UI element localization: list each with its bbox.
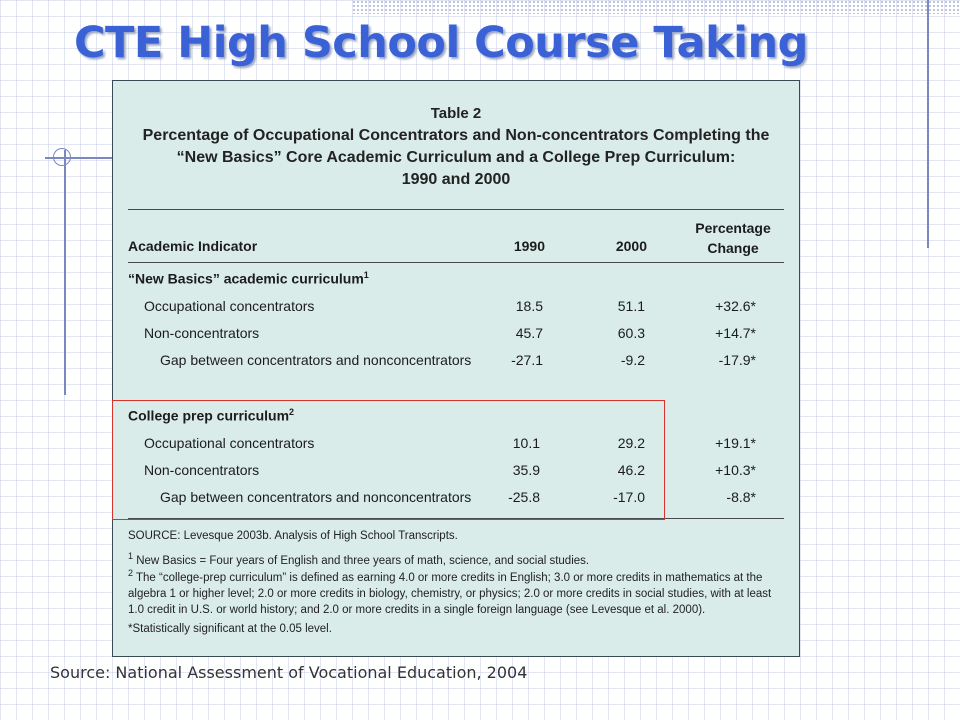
row-value-1990: -25.8 xyxy=(508,489,540,505)
section-title-text: “New Basics” academic curriculum xyxy=(128,270,364,287)
row-label: Gap between concentrators and nonconcentrators xyxy=(160,489,472,505)
significance-note: *Statistically significant at the 0.05 level. xyxy=(128,623,332,635)
row-value-1990: 45.7 xyxy=(515,325,543,341)
slide-source-footer: Source: National Assessment of Vocational Education, 2004 xyxy=(50,663,528,682)
row-value-2000: -17.0 xyxy=(613,489,645,505)
table-caption xyxy=(113,103,799,191)
table-source-note: SOURCE: Levesque 2003b. Analysis of High School Transcripts. xyxy=(128,530,458,542)
footnote-1-mark: 1 xyxy=(128,551,134,561)
row-label: Occupational concentrators xyxy=(144,435,315,451)
row-value-1990: 35.9 xyxy=(512,462,540,478)
section-title-text: College prep curriculum xyxy=(128,407,290,424)
row-value-2000: 46.2 xyxy=(617,462,645,478)
row-value-change: -8.8* xyxy=(726,489,756,505)
header-rule xyxy=(128,262,784,263)
caption-line-1: Percentage of Occupational Concentrators and Non-concentrators Completing the xyxy=(142,127,770,144)
row-value-2000: -9.2 xyxy=(620,352,645,368)
row-value-change: +14.7* xyxy=(715,325,756,341)
row-value-change: +32.6* xyxy=(715,298,756,314)
row-value-change: +19.1* xyxy=(715,435,756,451)
college-prep-highlight-box xyxy=(112,400,665,520)
row-value-2000: 60.3 xyxy=(617,325,645,341)
header-percentage-change xyxy=(683,218,783,258)
row-value-change: -17.9* xyxy=(718,352,756,368)
top-rule xyxy=(128,209,784,210)
slide-title: CTE High School Course Taking xyxy=(74,18,808,68)
footnote-2-mark: 2 xyxy=(128,568,134,578)
row-value-1990: 10.1 xyxy=(512,435,540,451)
row-value-1990: -27.1 xyxy=(511,352,543,368)
right-decorative-line xyxy=(927,0,929,248)
caption-line-3: 1990 and 2000 xyxy=(401,171,511,188)
row-value-2000: 51.1 xyxy=(617,298,645,314)
row-value-change: +10.3* xyxy=(715,462,756,478)
top-decorative-band xyxy=(352,0,960,14)
header-academic-indicator: Academic Indicator xyxy=(128,238,258,254)
header-change-line-2: Change xyxy=(707,240,759,256)
row-label: Occupational concentrators xyxy=(144,298,315,314)
footnote-1-text: New Basics = Four years of English and three years of math, science, and social studies. xyxy=(136,554,590,567)
header-2000: 2000 xyxy=(615,238,647,254)
row-value-2000: 29.2 xyxy=(617,435,645,451)
section-title-new-basics xyxy=(128,270,369,287)
decorative-circle xyxy=(53,148,71,166)
left-decorative-line xyxy=(64,150,66,395)
section-footnote-mark: 2 xyxy=(289,407,295,417)
caption-line-2: “New Basics” Core Academic Curriculum and a College Prep Curriculum: xyxy=(176,149,736,166)
footnote-2 xyxy=(128,565,781,618)
section-footnote-mark: 1 xyxy=(363,270,369,280)
table-number: Table 2 xyxy=(430,105,482,122)
header-1990: 1990 xyxy=(513,238,545,254)
row-label: Non-concentrators xyxy=(144,462,260,478)
row-label: Non-concentrators xyxy=(144,325,260,341)
footnote-2-text: The “college-prep curriculum” is defined as earning 4.0 or more credits in English; 3.0 or more credits in mathematics at the algebra 1 or higher level; 2.0 or more credits in biology, chemistry, or physics; 2.0 or more credits in social studies, with at least 1.0 credit in U.S. or world history; and 2.0 or more credits in a single foreign language (see Levesque et al. 2000). xyxy=(128,571,772,616)
row-value-1990: 18.5 xyxy=(515,298,543,314)
row-label: Gap between concentrators and nonconcentrators xyxy=(160,352,472,368)
header-change-line-1: Percentage xyxy=(695,220,771,236)
table-panel xyxy=(112,80,800,657)
